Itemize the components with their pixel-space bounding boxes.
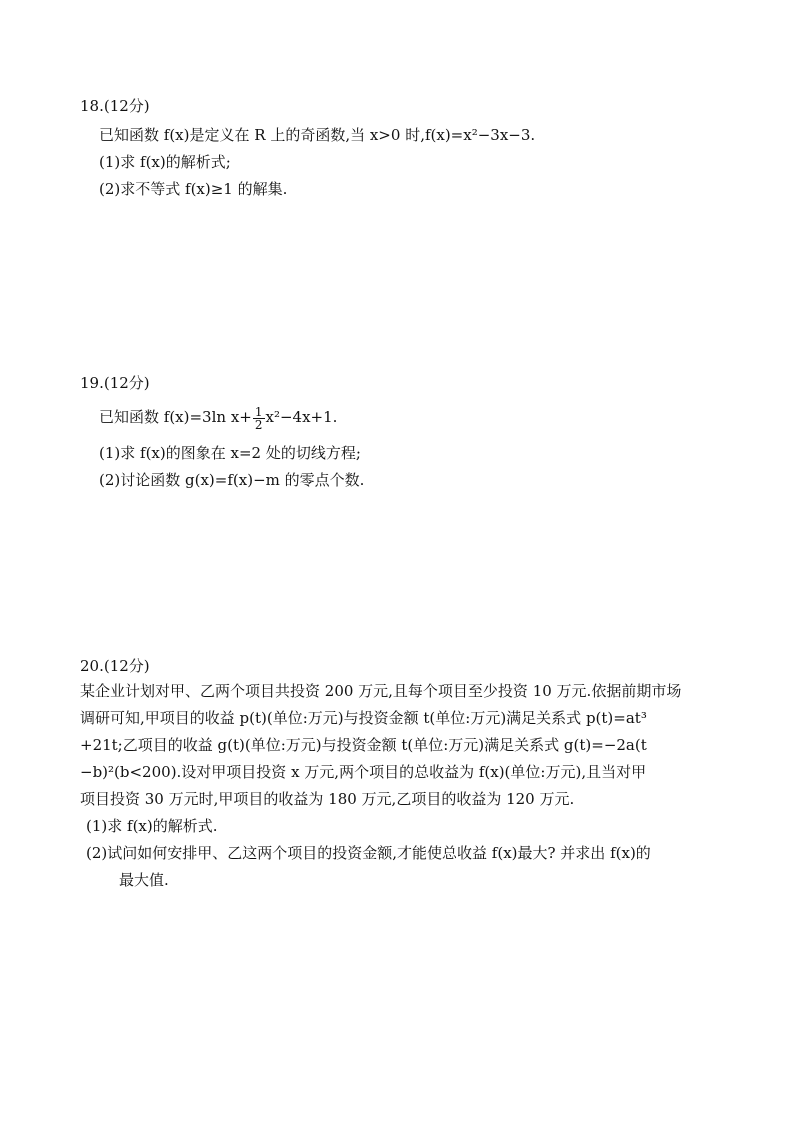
problem-18-part-1: (1)求 f(x)的解析式; [99,153,231,171]
problem-19-stem [99,402,337,432]
problem-19-part-2: (2)讨论函数 g(x)=f(x)−m 的零点个数. [99,471,365,489]
problem-20-line-3: +21t;乙项目的收益 g(t)(单位:万元)与投资金额 t(单位:万元)满足关系式 g(t)=−2a(t [80,736,647,754]
problem-19-stem-end: x²−4x+1. [265,408,338,426]
fraction-numerator: 1 [254,404,263,419]
fraction-denominator: 2 [254,417,263,432]
problem-20-part-2: (2)试问如何安排甲、乙这两个项目的投资金额,才能使总收益 f(x)最大? 并求出 f(x)的 [86,844,651,862]
problem-20-line-1: 某企业计划对甲、乙两个项目共投资 200 万元,且每个项目至少投资 10 万元.依据前期市场 [80,682,682,700]
problem-20-part-1: (1)求 f(x)的解析式. [86,817,218,835]
problem-20-line-4: −b)²(b<200).设对甲项目投资 x 万元,两个项目的总收益为 f(x)(单位:万元),且当对甲 [80,763,647,781]
problem-20-header: 20.(12分) [80,657,150,675]
problem-20-line-5: 项目投资 30 万元时,甲项目的收益为 180 万元,乙项目的收益为 120 万元. [80,790,575,808]
problem-19-stem-start: 已知函数 f(x)=3ln x+ [99,408,252,426]
problem-18-stem: 已知函数 f(x)是定义在 R 上的奇函数,当 x>0 时,f(x)=x²−3x−3. [99,126,536,144]
problem-18-header: 18.(12分) [80,97,150,115]
problem-19-header: 19.(12分) [80,374,150,392]
problem-18-part-2: (2)求不等式 f(x)≥1 的解集. [99,180,288,198]
fraction-one-half [253,406,265,431]
problem-19-part-1: (1)求 f(x)的图象在 x=2 处的切线方程; [99,444,361,462]
problem-20-part-2-cont: 最大值. [119,871,169,889]
problem-20-line-2: 调研可知,甲项目的收益 p(t)(单位:万元)与投资金额 t(单位:万元)满足关系式 p(t)=at³ [80,709,647,727]
